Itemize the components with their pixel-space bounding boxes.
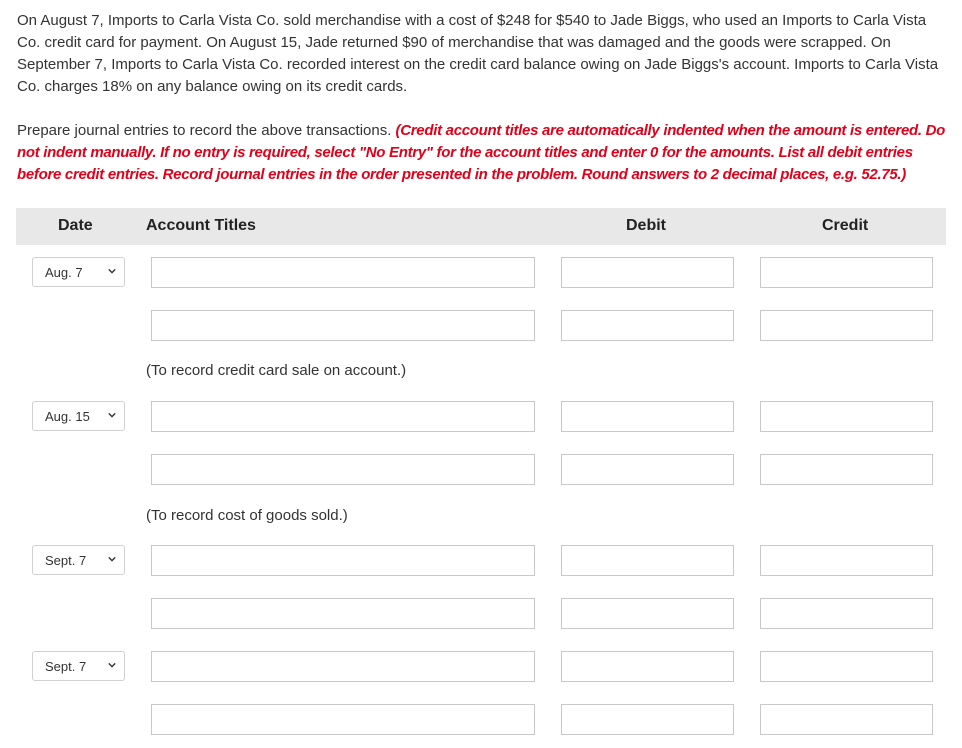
debit-input-1a[interactable] xyxy=(561,257,734,288)
debit-input-4a[interactable] xyxy=(561,651,734,682)
account-title-input-4a[interactable] xyxy=(151,651,535,682)
credit-input-1b[interactable] xyxy=(760,310,933,341)
date-select-entry-2[interactable] xyxy=(32,401,125,431)
account-title-input-3a[interactable] xyxy=(151,545,535,576)
instructions xyxy=(17,120,952,186)
credit-input-3b[interactable] xyxy=(760,598,933,629)
chevron-down-icon xyxy=(108,411,116,419)
date-select-value: Sept. 7 xyxy=(45,553,87,568)
debit-input-2a[interactable] xyxy=(561,401,734,432)
date-select-value: Aug. 15 xyxy=(45,409,90,424)
chevron-down-icon xyxy=(108,267,116,275)
date-select-entry-4[interactable] xyxy=(32,651,125,681)
date-select-entry-3[interactable] xyxy=(32,545,125,575)
entry-note-1: (To record credit card sale on account.) xyxy=(146,362,407,379)
credit-input-3a[interactable] xyxy=(760,545,933,576)
account-title-input-2b[interactable] xyxy=(151,454,535,485)
account-title-input-4b[interactable] xyxy=(151,704,535,735)
debit-input-1b[interactable] xyxy=(561,310,734,341)
instructions-red-note: (Credit account titles are automatically indented when the amount is entered. Do not indent manually. If no entry is required, select "No Entry" for the account titles and enter 0 for the amounts. List all debit entries before credit entries. Record journal entries in the order presented in the problem. Round answers to 2 decimal places, e.g. 52.75.) xyxy=(17,122,945,183)
problem-statement: On August 7, Imports to Carla Vista Co. sold merchandise with a cost of $248 for $540 to Jade Biggs, who used an Imports to Carla Vista Co. credit card for payment. On August 15, Jade returned $90 of merchandise that was damaged and the goods were scrapped. On September 7, Imports to Carla Vista Co. recorded interest on the credit card balance owing on Jade Biggs's account. Imports to Carla Vista Co. charges 18% on any balance owing on its credit cards. xyxy=(17,12,939,95)
debit-input-3a[interactable] xyxy=(561,545,734,576)
debit-input-2b[interactable] xyxy=(561,454,734,485)
credit-input-2a[interactable] xyxy=(760,401,933,432)
account-title-input-2a[interactable] xyxy=(151,401,535,432)
debit-input-3b[interactable] xyxy=(561,598,734,629)
entry-note-2: (To record cost of goods sold.) xyxy=(146,507,348,524)
header-account-titles: Account Titles xyxy=(146,217,256,234)
instructions-lead: Prepare journal entries to record the above transactions. xyxy=(17,122,396,139)
table-header xyxy=(16,208,946,245)
header-date: Date xyxy=(58,217,93,234)
debit-input-4b[interactable] xyxy=(561,704,734,735)
credit-input-2b[interactable] xyxy=(760,454,933,485)
account-title-input-3b[interactable] xyxy=(151,598,535,629)
date-select-value: Sept. 7 xyxy=(45,659,87,674)
header-credit: Credit xyxy=(822,217,869,234)
credit-input-4b[interactable] xyxy=(760,704,933,735)
date-select-entry-1[interactable] xyxy=(32,257,125,287)
account-title-input-1a[interactable] xyxy=(151,257,535,288)
credit-input-1a[interactable] xyxy=(760,257,933,288)
account-title-input-1b[interactable] xyxy=(151,310,535,341)
chevron-down-icon xyxy=(108,555,116,563)
date-select-value: Aug. 7 xyxy=(45,265,83,280)
credit-input-4a[interactable] xyxy=(760,651,933,682)
header-debit: Debit xyxy=(626,217,666,234)
chevron-down-icon xyxy=(108,661,116,669)
